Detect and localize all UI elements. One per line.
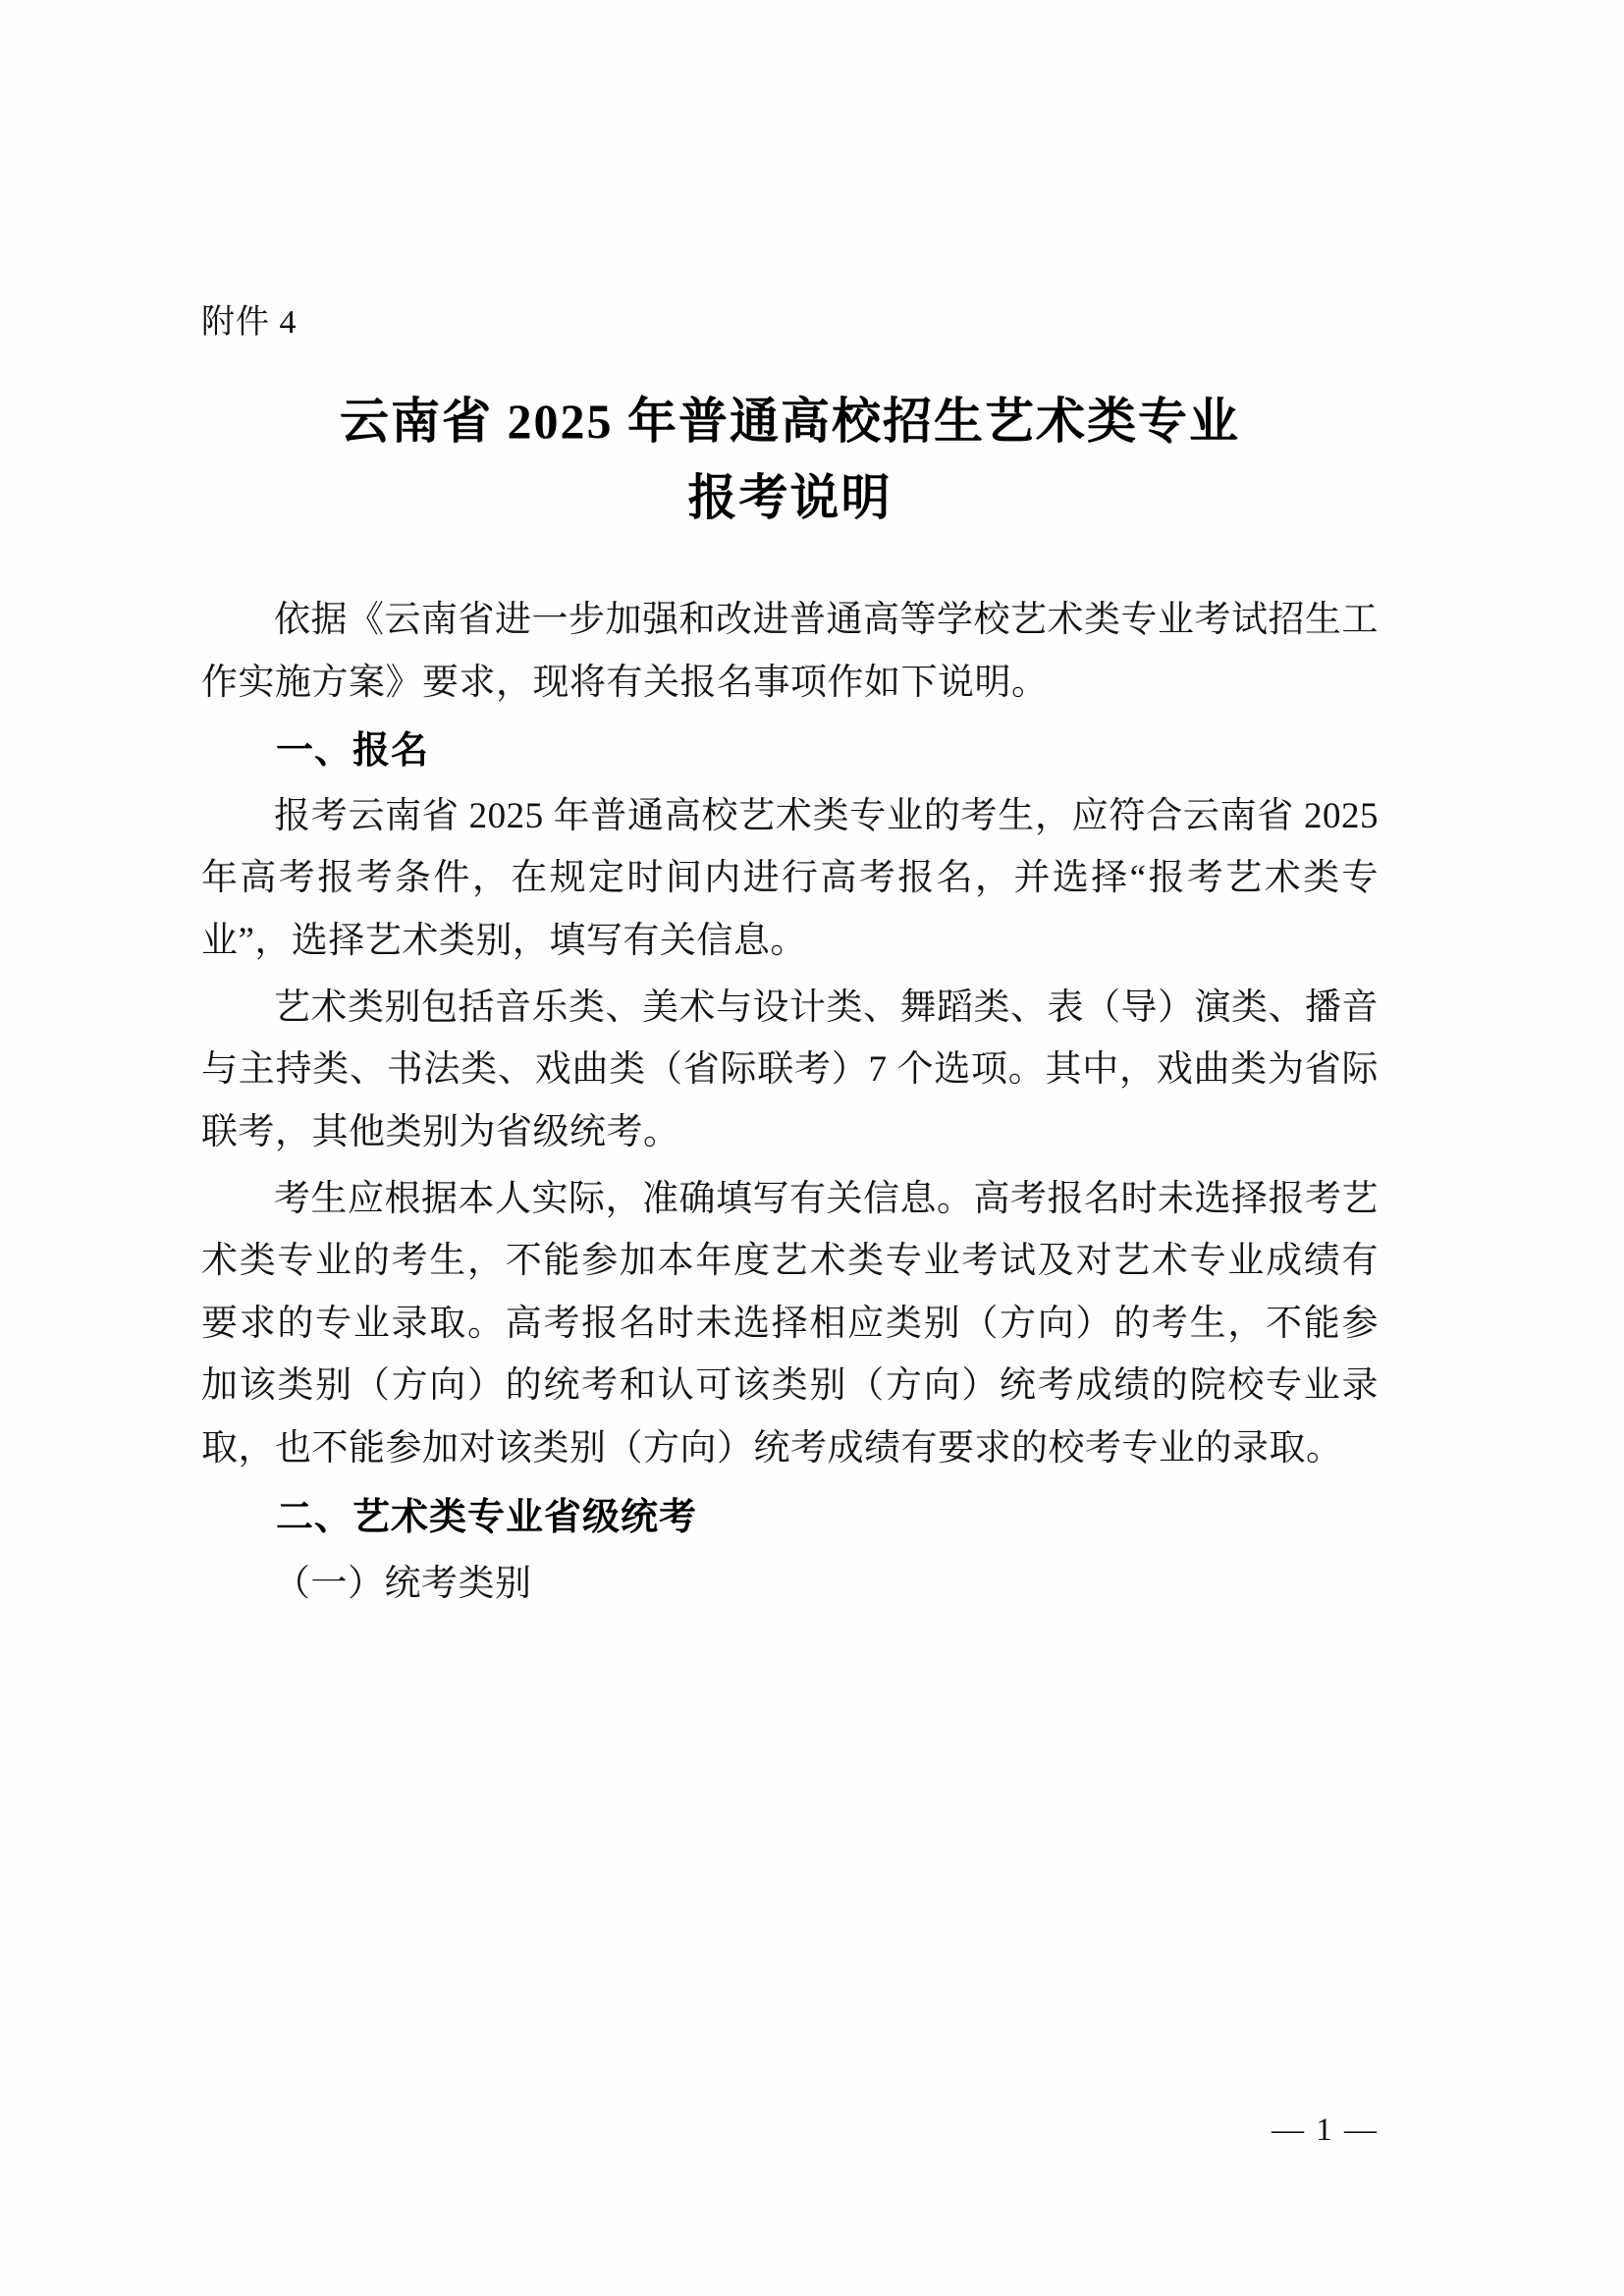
intro-paragraph: 依据《云南省进一步加强和改进普通高等学校艺术类专业考试招生工作实施方案》要求，现将有关报名事项作如下说明。 <box>201 600 1379 703</box>
page-title-line-2: 报考说明 <box>687 469 893 525</box>
subsection-heading-one: （一）统考类别 <box>274 1564 532 1605</box>
page-number: — 1 — <box>1272 2112 1379 2148</box>
page-title-line-1: 云南省 2025 年普通高校招生艺术类专业 <box>340 394 1240 449</box>
paragraph-category-options: 艺术类别包括音乐类、美术与设计类、舞蹈类、表（导）演类、播音与主持类、书法类、戏曲类（省际联考）7 个选项。其中，戏曲类为省际联考，其他类别为省级统考。 <box>201 987 1379 1152</box>
section-heading-one: 一、报名 <box>276 730 430 773</box>
paragraph-registration-eligibility: 报考云南省 2025 年普通高校艺术类专业的考生，应符合云南省 2025 年高考报考条件，在规定时间内进行高考报名，并选择“报考艺术类专业”，选择艺术类别，填写有关信息。 <box>201 795 1379 962</box>
paragraph-accurate-information: 考生应根据本人实际，准确填写有关信息。高考报名时未选择报考艺术类专业的考生，不能参加本年度艺术类专业考试及对艺术专业成绩有要求的专业录取。高考报名时未选择相应类别（方向）的考生，不能参加该类别（方向）的统考和认可该类别（方向）统考成绩的院校专业录取，也不能参加对该类别（方向）统考成绩有要求的校考专业的录取。 <box>201 1178 1379 1469</box>
section-heading-two: 二、艺术类专业省级统考 <box>276 1496 698 1538</box>
page-title <box>201 384 1379 536</box>
attachment-label: 附件 4 <box>201 304 298 341</box>
